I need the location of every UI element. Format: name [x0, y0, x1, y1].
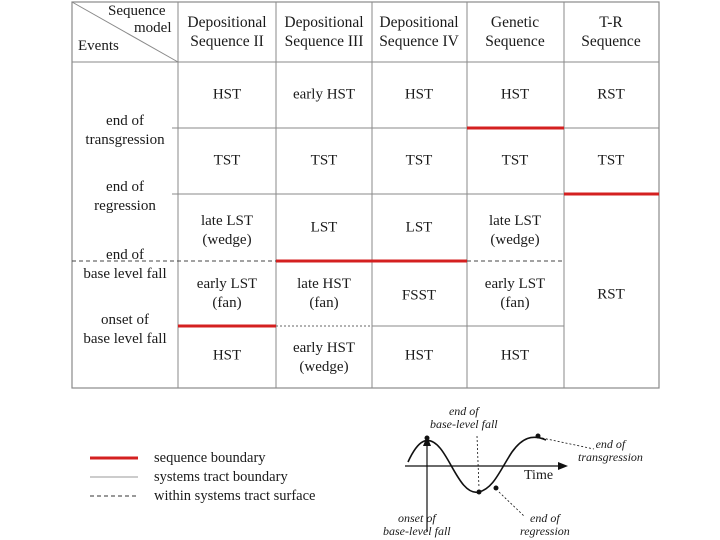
- event-line1: end of: [106, 113, 144, 129]
- event-line2: transgression: [85, 132, 165, 148]
- event-line2: base level fall: [83, 331, 167, 347]
- column-header-line2: Sequence: [485, 33, 545, 50]
- curve-dot-end-regression: [494, 486, 499, 491]
- column-header-line1: Depositional: [379, 14, 459, 31]
- cell-r2-c3: TST: [405, 152, 433, 169]
- curve-label-line1: end of: [530, 511, 560, 525]
- cell-line2: (wedge): [299, 359, 349, 375]
- cell-r2-c4: TST: [501, 152, 529, 169]
- cell-r1-c1: HST: [212, 86, 242, 103]
- cell-r2-c2: TST: [310, 152, 338, 169]
- cell-r2-c1: TST: [213, 152, 241, 169]
- corner-events-label: Events: [78, 38, 119, 54]
- curve-label-end-regression: [520, 512, 570, 538]
- cell-r3-c1: [201, 212, 253, 250]
- curve-label-line2: base-level fall: [430, 417, 498, 431]
- curve-dot-end-transgression: [536, 434, 541, 439]
- cell-r5-c1: HST: [212, 347, 242, 364]
- curve-label-end-base-fall: [430, 405, 498, 431]
- legend-within-surface: within systems tract surface: [154, 488, 316, 504]
- legend-sequence-boundary: sequence boundary: [154, 450, 266, 466]
- corner-model-label: model: [134, 20, 172, 36]
- cell-r1-c2: early HST: [292, 86, 356, 103]
- curve-label-end-transgression: [578, 438, 643, 464]
- cell-line1: early LST: [196, 276, 258, 292]
- cell-line1: late HST: [297, 276, 351, 292]
- column-header-tr: [581, 13, 640, 51]
- cell-r3-c4: [489, 212, 541, 250]
- curve-label-onset-base-fall: [383, 512, 451, 538]
- legend-systems-tract-boundary: systems tract boundary: [154, 469, 288, 485]
- cell-line1: late LST: [488, 213, 542, 229]
- event-line1: end of: [106, 179, 144, 195]
- cell-rst-merged: RST: [597, 286, 625, 303]
- event-end-of-transgression: [85, 112, 164, 150]
- curve-label-line1: onset of: [397, 511, 436, 525]
- cell-r2-c5: TST: [597, 152, 625, 169]
- event-line1: onset of: [101, 312, 149, 328]
- corner-sequence-label: Sequence: [108, 3, 166, 19]
- cell-line1: late LST: [200, 213, 254, 229]
- cell-r3-c2: LST: [310, 219, 338, 236]
- cell-r4-c2: [297, 275, 351, 313]
- cell-r5-c3: HST: [404, 347, 434, 364]
- cell-r1-c5: RST: [597, 86, 625, 103]
- curve-dot-end-basefall: [477, 490, 482, 495]
- cell-line2: (fan): [500, 295, 530, 311]
- cell-r5-c4: HST: [500, 347, 530, 364]
- cell-r5-c2: [293, 339, 355, 377]
- column-header-line2: Sequence IV: [379, 33, 459, 50]
- curve-label-line2: regression: [520, 524, 570, 538]
- event-line2: base level fall: [83, 266, 167, 282]
- column-header-line1: Depositional: [284, 14, 364, 31]
- cell-line1: early LST: [484, 276, 546, 292]
- column-header-line1: Depositional: [187, 14, 267, 31]
- event-end-of-regression: [94, 178, 156, 216]
- cell-r1-c3: HST: [404, 86, 434, 103]
- cell-r4-c1: [197, 275, 257, 313]
- cell-r3-c3: LST: [405, 219, 433, 236]
- column-header-line2: Sequence II: [190, 33, 264, 50]
- curve-dot-onset: [425, 436, 430, 441]
- column-header-line2: Sequence III: [284, 33, 364, 50]
- cell-line1: early HST: [292, 340, 356, 356]
- cell-line2: (fan): [212, 295, 242, 311]
- column-header-line1: T-R: [599, 14, 623, 31]
- event-end-of-base-level-fall: [83, 246, 166, 284]
- column-header-line2: Sequence: [581, 33, 641, 50]
- cell-line2: (wedge): [202, 232, 252, 248]
- event-onset-of-base-level-fall: [83, 311, 166, 349]
- column-header-depositional-iii: [284, 13, 363, 51]
- cell-r1-c4: HST: [500, 86, 530, 103]
- cell-r4-c4: [485, 275, 545, 313]
- event-line1: end of: [106, 247, 144, 263]
- pointer-end-basefall: [477, 436, 479, 488]
- cell-line2: (wedge): [490, 232, 540, 248]
- cell-line2: (fan): [309, 295, 339, 311]
- column-header-depositional-iv: [379, 13, 459, 51]
- curve-label-line1: end of: [595, 437, 626, 451]
- cell-r4-c3: FSST: [401, 287, 437, 304]
- curve-label-line1: end of: [448, 404, 479, 418]
- column-header-depositional-ii: [187, 13, 266, 51]
- column-header-genetic: [485, 13, 544, 51]
- curve-label-line2: base-level fall: [383, 524, 451, 538]
- curve-label-line2: transgression: [578, 450, 643, 464]
- event-line2: regression: [94, 198, 156, 214]
- curve-x-axis-arrow: [558, 462, 568, 470]
- curve-time-label: Time: [524, 468, 554, 483]
- column-header-line1: Genetic: [490, 14, 540, 31]
